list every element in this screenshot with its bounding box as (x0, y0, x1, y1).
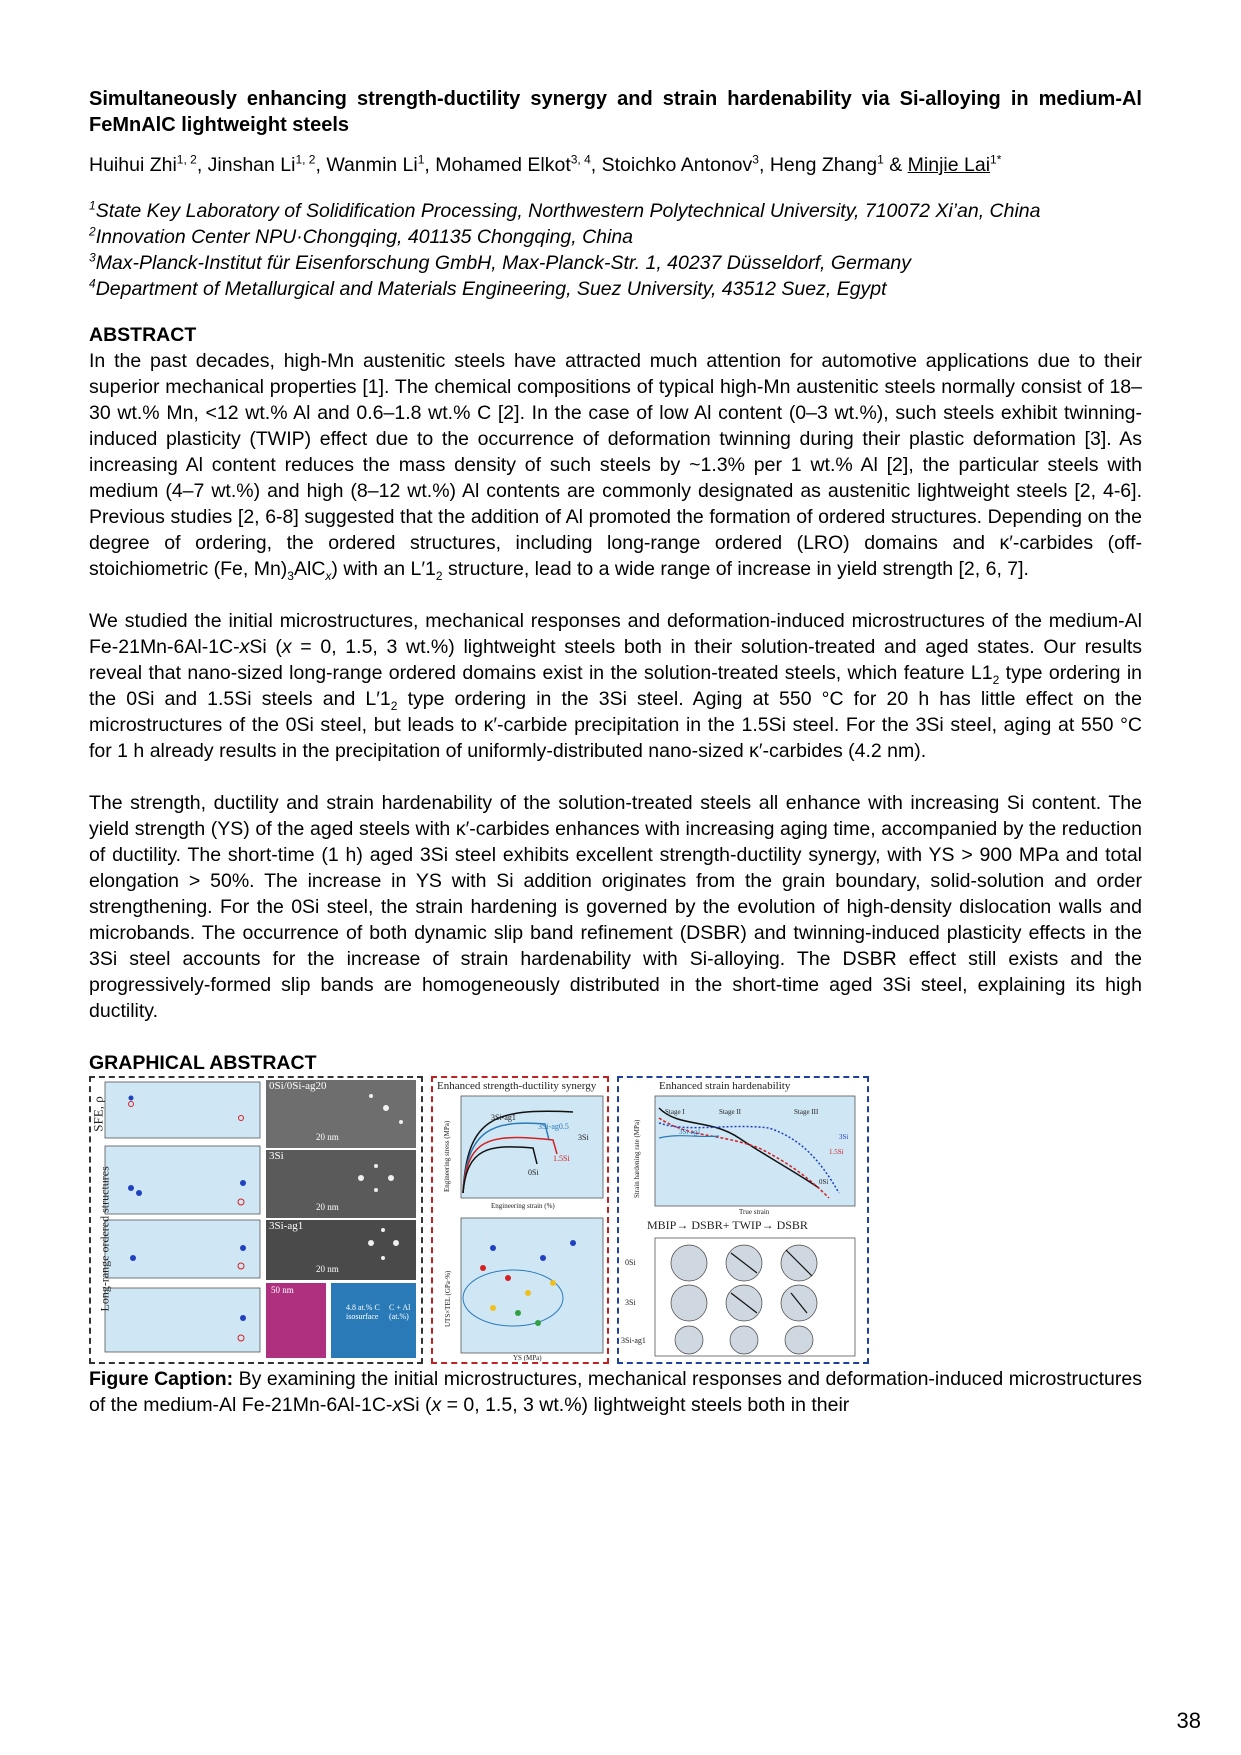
graphical-abstract-figure (89, 1076, 869, 1364)
right-xlabel: True strain (739, 1208, 770, 1216)
affiliations (89, 198, 1142, 302)
curve-label: 3Si (578, 1133, 589, 1142)
page (89, 86, 1142, 1418)
affiliation: $^4$Department of Metallurgical and Materials Engineering, Suez University, 43512 Suez, Egypt (89, 276, 887, 300)
stage-label: Stage II (719, 1108, 741, 1116)
scale-bar-label: 20 nm (316, 1202, 339, 1212)
tem-label: 3Si-ag1 (269, 1220, 304, 1232)
paper-title: Simultaneously enhancing strength-ductility synergy and strain hardenability via Si-alloying in medium-Al FeMnAlC lightweight steels (89, 88, 1142, 136)
apt-label: C + Al (at.%) (389, 1303, 411, 1321)
right-ylabel: Strain hardening rate (MPa) (633, 1119, 641, 1198)
author: Huihui Zhi$^{1, 2}$, (89, 152, 208, 176)
author: Mohamed Elkot$^{3, 4}$, (435, 152, 602, 176)
sfe-label: SFE, ρ (90, 1096, 106, 1132)
tem-label: 3Si (269, 1150, 284, 1162)
curve-label: 3Si-ag1 (679, 1128, 701, 1136)
affiliation: $^3$Max-Planck-Institut für Eisenforschung GmbH, Max-Planck-Str. 1, 40237 Düsseldorf, Germany (89, 250, 912, 274)
figure-caption: Figure Caption: By examining the initial microstructures, mechanical responses and deformation-induced microstructures of the medium-Al Fe-21Mn-6Al-1C-xSi (x = 0, 1.5, 3 wt.%) lightweight steels both in their (89, 1368, 1142, 1416)
mech-row-label: 3Si (625, 1298, 636, 1307)
stage-label: Stage III (794, 1108, 819, 1116)
author: Stoichko Antonov$^3$, (601, 152, 770, 176)
mech-row-label: 3Si-ag1 (621, 1336, 646, 1345)
graphical-abstract-heading: GRAPHICAL ABSTRACT (89, 1052, 317, 1074)
affiliation: $^1$State Key Laboratory of Solidification Processing, Northwestern Polytechnical University, 710072 Xi’an, China (89, 198, 1041, 222)
curve-label: 3Si-ag0.5 (538, 1122, 569, 1131)
curve-label: 0Si (819, 1178, 829, 1186)
author: Jinshan Li$^{1, 2}$, (207, 152, 327, 176)
mechanism-flow: MBIP→ DSBR+ TWIP→ DSBR (647, 1218, 808, 1232)
author: Heng Zhang$^1$ & (769, 152, 908, 176)
author-list (89, 152, 1142, 178)
tem-label: 0Si/0Si-ag20 (269, 1080, 327, 1092)
curve-label: 1.5Si (829, 1148, 844, 1156)
stage-label: Stage I (665, 1108, 685, 1116)
abstract-heading: ABSTRACT (89, 324, 197, 346)
right-title: Enhanced strain hardenability (659, 1080, 791, 1092)
abstract-paragraph: The strength, ductility and strain hardenability of the solution-treated steels all enhance with increasing Si content. The yield strength (YS) of the aged steels with κ′-carbides enhances with increasing aging time, accompanied by the reduction of ductility. The short-time (1 h) aged 3Si steel exhibits excellent strength-ductility synergy, with YS > 900 MPa and total elongation > 50%. The increase in YS with Si addition originates from the grain boundary, solid-solution and order strengthening. For the 0Si steel, the strain hardening is governed by the evolution of high-density dislocation walls and microbands. The occurrence of both dynamic slip band refinement (DSBR) and twinning-induced plasticity effects in the 3Si steel accounts for the increase of strain hardenability with Si-alloying. The DSBR effect still exists and the progressively-formed slip bands are homogeneously distributed in the short-time aged 3Si steel, explaining its high ductility. (89, 792, 1142, 1022)
middle-ylabel2: UTS×TEL (GPa·%) (444, 1270, 452, 1327)
middle-ylabel: Engineering stress (MPa) (443, 1120, 451, 1192)
curve-label: 3Si (839, 1133, 849, 1141)
mech-row-label: 0Si (625, 1258, 636, 1267)
author: Wanmin Li$^1$, (326, 152, 436, 176)
author-corresponding: Minjie Lai$^{1*}$ (907, 152, 1002, 176)
curve-label: 0Si (528, 1168, 539, 1177)
page-number: 38 (1176, 1708, 1201, 1733)
abstract-paragraph: In the past decades, high-Mn austenitic steels have attracted much attention for automotive applications due to their superior mechanical properties [1]. The chemical compositions of typical high-Mn austenitic steels normally consist of 18–30 wt.% Mn, <12 wt.% Al and 0.6–1.8 wt.% C [2]. In the case of low Al content (0–3 wt.%), such steels exhibit twinning-induced plasticity (TWIP) effect due to the occurrence of deformation twinning during their plastic deformation [3]. As increasing Al content reduces the mass density of such steels by ~1.3% per 1 wt.% Al [2], the particular steels with medium (4–7 wt.%) and high (8–12 wt.%) Al contents are commonly designated as austenitic lightweight steels [2, 4-6]. Previous studies [2, 6-8] suggested that the addition of Al promoted the formation of ordered structures. Depending on the degree of ordering, the ordered structures, including long-range ordered (LRO) domains and κ′-carbides (off-stoichiometric (Fe, $Mn)_3AlC_x$) with an $L'1_2$ structure, lead to a wide range of increase in yield strength [2, 6, 7]. (89, 350, 1142, 583)
apt-label: 4.8 at.% C isosurface (346, 1303, 380, 1321)
scale-bar-label: 20 nm (316, 1264, 339, 1274)
ga-left-panel (89, 1076, 423, 1364)
middle-title: Enhanced strength-ductility synergy (437, 1080, 597, 1092)
scale-bar-label: 20 nm (316, 1132, 339, 1142)
affiliation: $^2$Innovation Center NPU·Chongqing, 401135 Chongqing, China (89, 224, 634, 248)
curve-label: 1.5Si (553, 1154, 570, 1163)
abstract-paragraph: We studied the initial microstructures, mechanical responses and deformation-induced microstructures of the medium-Al Fe-21Mn-6Al-1C-xSi (x = 0, 1.5, 3 wt.%) lightweight steels both in their solution-treated and aged states. Our results reveal that nano-sized long-range ordered domains exist in the solution-treated steels, which feature $L1_2$ type ordering in the 0Si and 1.5Si steels and $L'1_2$ type ordering in the 3Si steel. Aging at 550 °C for 20 h has little effect on the microstructures of the 0Si steel, but leads to κ′-carbide precipitation in the 1.5Si steel. For the 3Si steel, aging at 550 °C for 1 h already results in the precipitation of uniformly-distributed nano-sized κ′-carbides (4.2 nm). (89, 610, 1143, 762)
scale-bar-label: 50 nm (271, 1285, 294, 1295)
ga-right-panel (617, 1076, 869, 1364)
ga-middle-svg (433, 1078, 607, 1362)
curve-label: 3Si-ag1 (491, 1113, 516, 1122)
left-ylabel: Long-range ordered structures (97, 1166, 112, 1312)
middle-xlabel2: YS (MPa) (513, 1354, 542, 1362)
ga-middle-panel (431, 1076, 609, 1364)
middle-xlabel: Engineering strain (%) (491, 1202, 555, 1210)
